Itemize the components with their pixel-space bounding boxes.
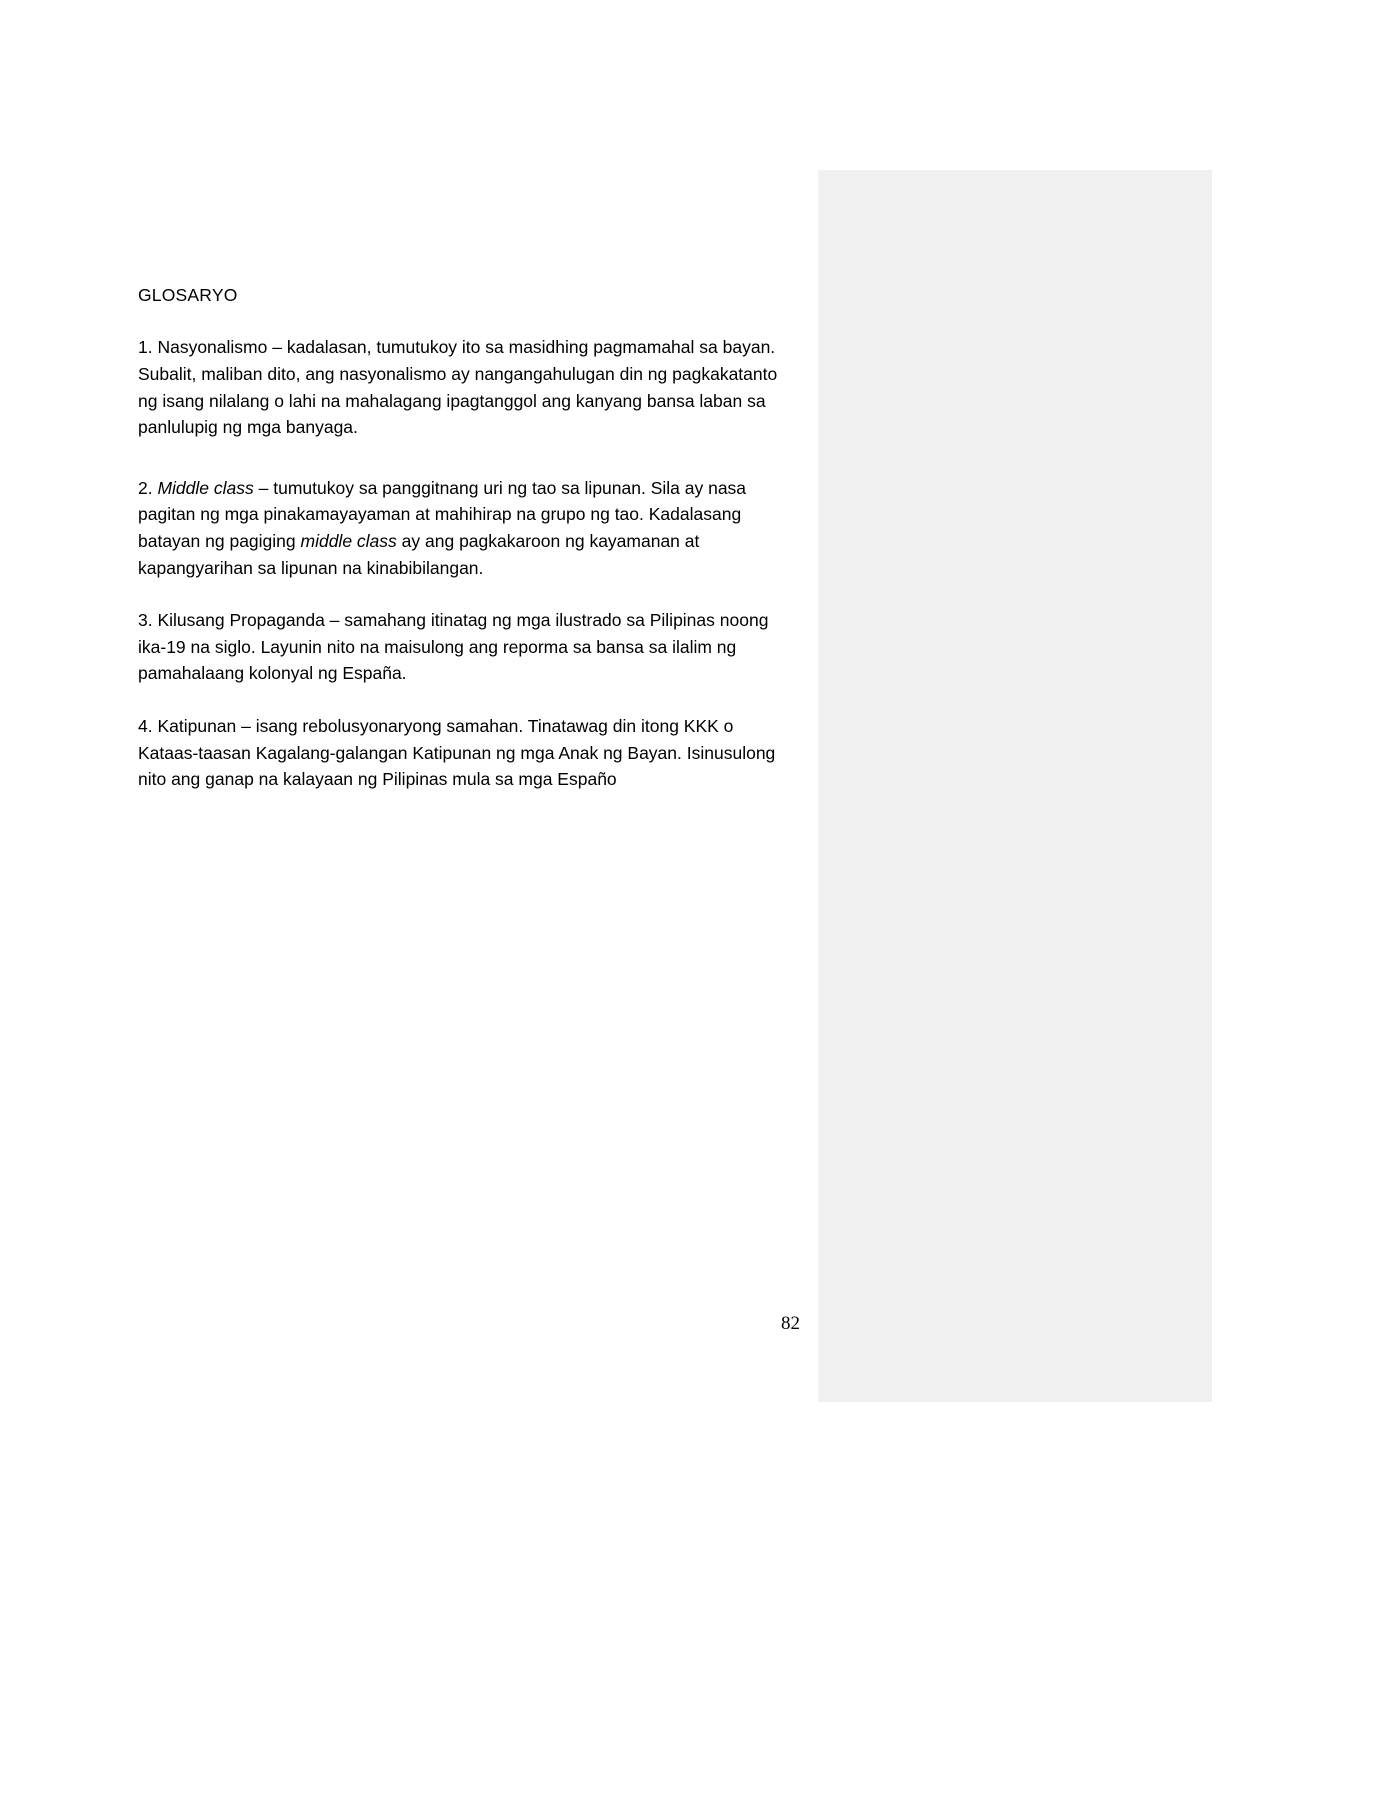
- entry-text: – tumutukoy sa panggitnang uri ng tao sa lipunan. Sila ay nasa pagitan ng mga pinakamayayaman at mahihirap na grupo ng tao. Kadalasang batayan ng pagiging: [138, 477, 747, 551]
- glossary-entry: [138, 334, 788, 440]
- emphasized-term: Middle class: [157, 477, 254, 498]
- glossary-entry-list: [138, 334, 788, 792]
- entry-text: 4. Katipunan – isang rebolusyonaryong samahan. Tinatawag din itong KKK o Kataas-taasan Kagalang-galangan Katipunan ng mga Anak ng Bayan. Isinusulong nito ang ganap na kalayaan ng Pilipinas mula sa mga Españo: [138, 715, 776, 790]
- entry-text: 1. Nasyonalismo – kadalasan, tumutukoy ito sa masidhing pagmamahal sa bayan. Subalit, maliban dito, ang nasyonalismo ay nangangahulugan din ng pagkakatanto ng isang nilalang o lahi na mahalagang ipagtanggol ang kanyang bansa laban sa panlulupig ng mga banyaga.: [138, 337, 778, 438]
- page-title: GLOSARYO: [138, 285, 238, 305]
- page-side-panel: [818, 170, 1212, 1402]
- entry-text: 2.: [138, 477, 158, 498]
- entry-text: ay ang pagkakaroon ng kayamanan at kapangyarihan sa lipunan na kinabibilangan.: [138, 530, 700, 578]
- emphasized-term: middle class: [300, 530, 397, 551]
- document-body: [138, 283, 788, 819]
- entry-text: 3. Kilusang Propaganda – samahang itinatag ng mga ilustrado sa Pilipinas noong ika-19 na siglo. Layunin nito na maisulong ang reporma sa bansa sa ilalim ng pamahalaang kolonyal ng España.: [138, 610, 769, 684]
- glossary-entry: [138, 607, 788, 687]
- glossary-entry: [138, 475, 788, 581]
- page-number: 82: [781, 1313, 800, 1334]
- glossary-entry: [138, 713, 788, 793]
